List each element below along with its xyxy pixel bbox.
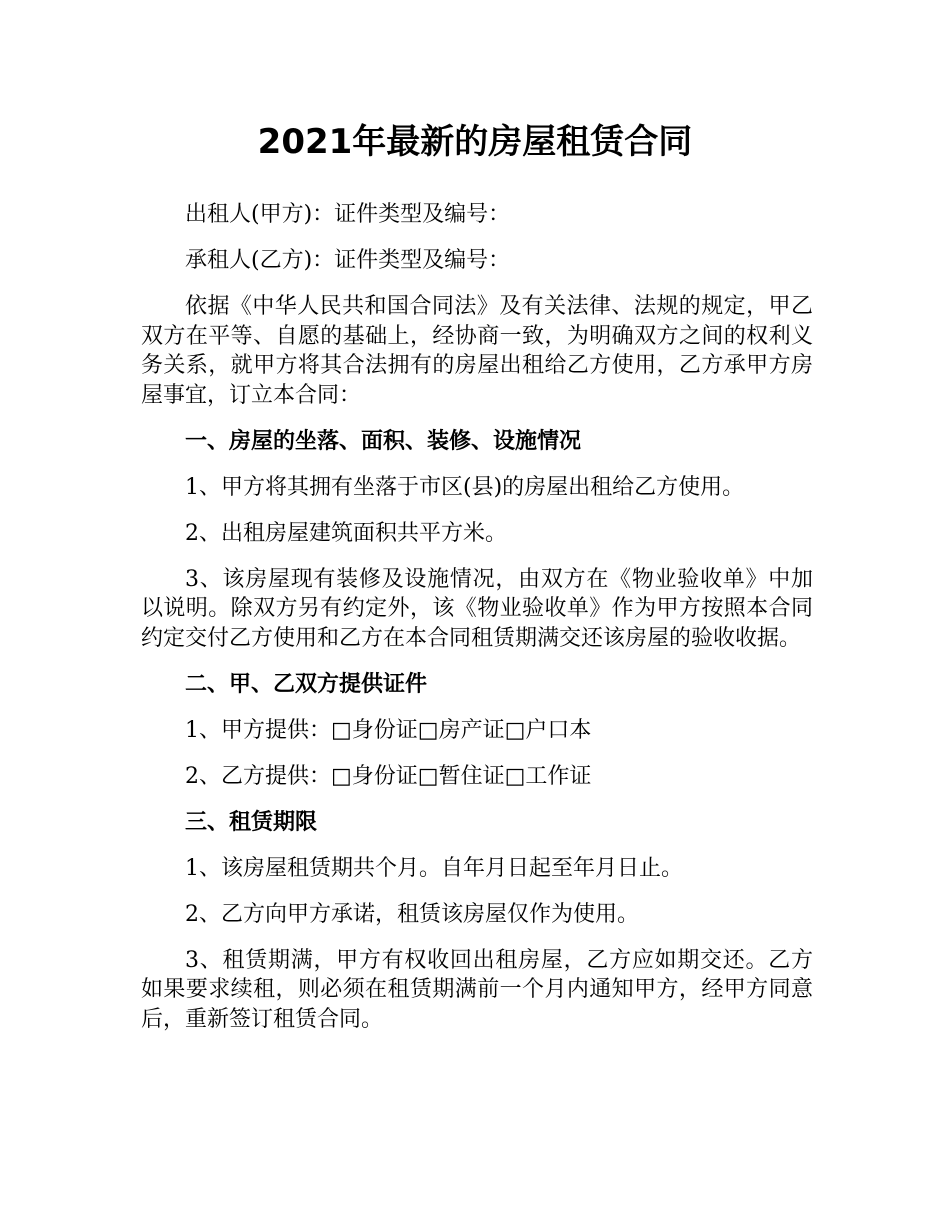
- section-heading-1: 一、房屋的坐落、面积、装修、设施情况: [185, 428, 582, 454]
- clause-1-2: 2、出租房屋建筑面积共平方米。: [185, 520, 507, 546]
- lessor-line: 出租人(甲方)：证件类型及编号：: [185, 202, 511, 227]
- lessee-line: 承租人(乙方)：证件类型及编号：: [185, 248, 511, 273]
- clause-3-3: 3、租赁期满，甲方有权收回出租房屋，乙方应如期交还。乙方如果要求续租，则必须在租赁期满前一个月内通知甲方，经甲方同意后，重新签订租赁合同。: [141, 947, 813, 1032]
- clause-1-1: 1、甲方将其拥有坐落于市区(县)的房屋出租给乙方使用。: [185, 474, 745, 500]
- clause-3-1: 1、该房屋租赁期共个月。自年月日起至年月日止。: [185, 855, 683, 881]
- section-heading-3: 三、租赁期限: [185, 809, 318, 835]
- document-title: 2021年最新的房屋租赁合同: [257, 122, 693, 162]
- section-heading-2: 二、甲、乙双方提供证件: [185, 671, 428, 697]
- clause-2-1: 1、甲方提供：□身份证□房产证□户口本: [185, 717, 592, 743]
- clause-3-2: 2、乙方向甲方承诺，租赁该房屋仅作为使用。: [185, 901, 639, 927]
- preamble-paragraph: 依据《中华人民共和国合同法》及有关法律、法规的规定，甲乙双方在平等、自愿的基础上，经协商一致，为明确双方之间的权利义务关系，就甲方将其合法拥有的房屋出租给乙方使用，乙方承甲方房屋事宜，订立本合同：: [141, 294, 813, 408]
- document-body: [141, 200, 813, 1051]
- clause-1-3: 3、该房屋现有装修及设施情况，由双方在《物业验收单》中加以说明。除双方另有约定外，该《物业验收单》作为甲方按照本合同约定交付乙方使用和乙方在本合同租赁期满交还该房屋的验收收据。: [141, 566, 813, 651]
- clause-2-2: 2、乙方提供：□身份证□暂住证□工作证: [185, 763, 592, 789]
